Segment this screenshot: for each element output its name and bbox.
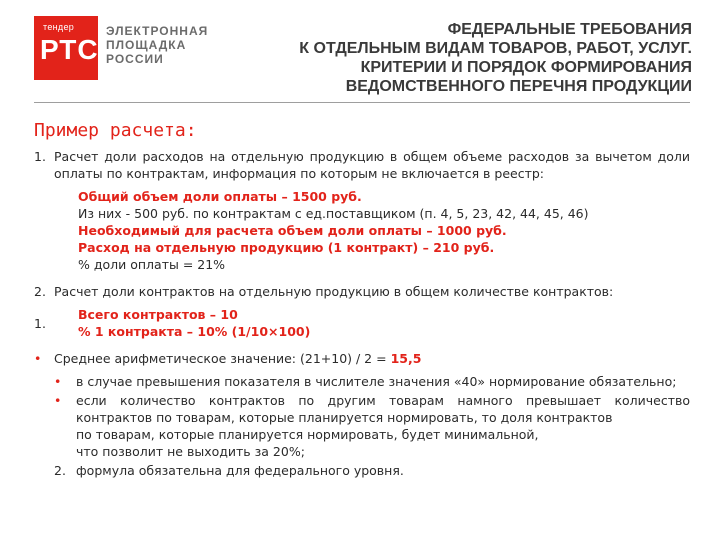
average-value: 15,5: [390, 351, 422, 366]
item-1-text: Расчет доли расходов на отдельную продукцию в общем объеме расходов за вычетом доли оплаты по контрактам, информация по которым не включается в реестр:: [54, 149, 690, 181]
notes-list: [54, 373, 690, 479]
section-title: Пример расчета:: [34, 120, 197, 141]
average-item: [34, 350, 690, 367]
item-2-number: 2.: [34, 284, 46, 299]
calc-line-contract-share: % 1 контракта – 10% (1/10×100): [78, 324, 311, 339]
content-body: [34, 148, 690, 479]
note-1: [54, 373, 690, 390]
calc-line-single-supplier: Из них - 500 руб. по контрактам с ед.поставщиком (п. 4, 5, 23, 42, 44, 45, 46): [78, 206, 589, 221]
org-line-1: ЭЛЕКТРОННАЯ: [106, 24, 209, 38]
calc-line-required: Необходимый для расчета объем доли оплаты – 1000 руб.: [78, 223, 507, 238]
title-line-2: К ОТДЕЛЬНЫМ ВИДАМ ТОВАРОВ, РАБОТ, УСЛУГ.: [299, 40, 692, 57]
title-line-1: ФЕДЕРАЛЬНЫЕ ТРЕБОВАНИЯ: [447, 21, 692, 38]
note-1-text: в случае превышения показателя в числителе значения «40» нормирование обязательно;: [76, 374, 677, 389]
title-line-4: ВЕДОМСТВЕННОГО ПЕРЕЧНЯ ПРОДУКЦИИ: [345, 78, 692, 95]
note-2-bullet: •: [54, 393, 62, 408]
page-title: [222, 20, 692, 96]
note-2: [54, 392, 690, 460]
note-3-number: 2.: [54, 463, 66, 478]
header-divider: [34, 102, 690, 103]
calc-line-expense: Расход на отдельную продукцию (1 контракт) – 210 руб.: [78, 240, 495, 255]
org-line-2: ПЛОЩАДКА: [106, 38, 187, 52]
item-2-calc-number: 1.: [34, 316, 46, 331]
calc-line-contracts-total: Всего контрактов – 10: [78, 307, 238, 322]
note-2-text-part-3: что позволит не выходить за 20%;: [76, 444, 305, 459]
org-name: [106, 24, 208, 66]
item-1: [34, 148, 690, 182]
item-1-number: 1.: [34, 149, 46, 164]
note-1-bullet: •: [54, 374, 62, 389]
calc-line-total: Общий объем доли оплаты – 1500 руб.: [78, 189, 362, 204]
average-bullet: •: [34, 351, 42, 366]
note-3: [54, 462, 690, 479]
logo-small-text: тендер: [43, 22, 75, 32]
item-2: [34, 283, 690, 300]
rts-logo: [34, 16, 98, 80]
item-2-text: Расчет доли контрактов на отдельную продукцию в общем количестве контрактов:: [54, 284, 614, 299]
note-2-text-part-2: по товарам, которые планируется нормировать, будет минимальной,: [76, 427, 539, 442]
title-line-3: КРИТЕРИИ И ПОРЯДОК ФОРМИРОВАНИЯ: [360, 59, 692, 76]
item-1-calculation: [78, 188, 690, 273]
logo-big-text: РТС: [40, 34, 99, 65]
average-text: Среднее арифметическое значение: (21+10) / 2 =: [54, 351, 391, 366]
note-3-text: формула обязательна для федерального уровня.: [76, 463, 404, 478]
note-2-text-part-1: если количество контрактов по другим товарам намного превышает количество контрактов по товарам, которые планируется нормировать, то доля контрактов: [76, 393, 690, 425]
calc-line-share: % доли оплаты = 21%: [78, 257, 226, 272]
item-2-calculation: [34, 306, 690, 340]
org-line-3: РОССИИ: [106, 52, 164, 66]
